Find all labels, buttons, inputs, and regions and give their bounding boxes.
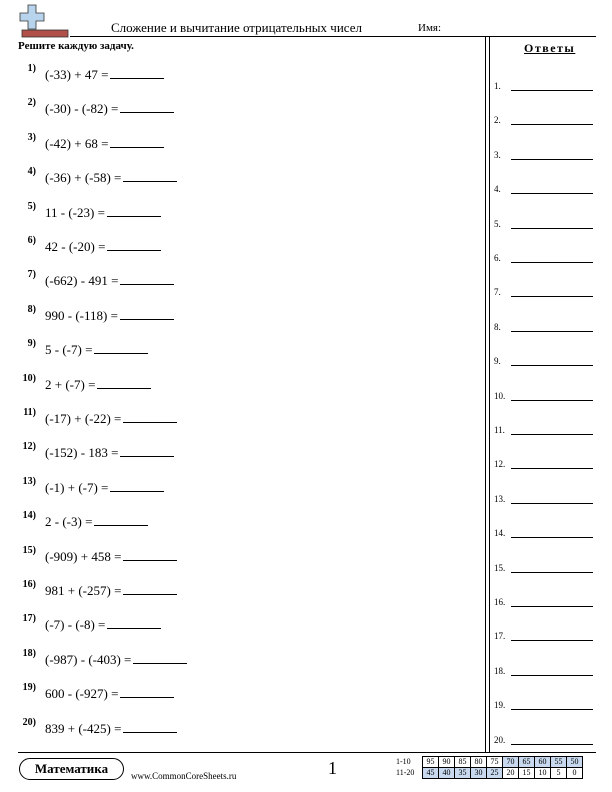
score-row-label: 11-20 <box>396 768 415 777</box>
answer-line[interactable] <box>511 331 593 332</box>
score-cell: 50 <box>567 757 583 768</box>
answer-line[interactable] <box>511 193 593 194</box>
answer-row[interactable] <box>494 217 594 231</box>
problem-answer-blank[interactable] <box>123 720 177 733</box>
answer-row[interactable] <box>494 113 594 127</box>
answer-row[interactable] <box>494 561 594 575</box>
header-rule <box>70 36 596 37</box>
problem-answer-blank[interactable] <box>133 651 187 664</box>
answer-number: 20. <box>494 734 506 745</box>
website-link[interactable]: www.CommonCoreSheets.ru <box>131 771 237 781</box>
answer-row[interactable] <box>494 526 594 540</box>
problem-answer-blank[interactable] <box>107 616 161 629</box>
answer-line[interactable] <box>511 262 593 263</box>
answer-line[interactable] <box>511 537 593 538</box>
problem-answer-blank[interactable] <box>120 307 174 320</box>
answer-row[interactable] <box>494 595 594 609</box>
problem-expression: (-662) - 491 = <box>45 273 119 289</box>
score-cell: 35 <box>455 768 471 779</box>
problem-expression: 600 - (-927) = <box>45 686 119 702</box>
problem-number: 8) <box>27 303 36 315</box>
score-cell: 25 <box>487 768 503 779</box>
answer-line[interactable] <box>511 90 593 91</box>
answer-number: 5. <box>494 218 501 229</box>
problem-answer-blank[interactable] <box>107 204 161 217</box>
problem-expression: (-33) + 47 = <box>45 67 109 82</box>
score-cell: 70 <box>503 757 519 768</box>
answer-row[interactable] <box>494 423 594 437</box>
column-divider <box>485 36 490 752</box>
answers-title: Ответы <box>524 41 576 55</box>
problem-number: 18) <box>22 647 36 659</box>
answer-line[interactable] <box>511 675 593 676</box>
answer-line[interactable] <box>511 709 593 710</box>
answer-number: 8. <box>494 321 501 332</box>
score-cell: 80 <box>471 757 487 768</box>
problem-expression: (-987) - (-403) = <box>45 651 132 667</box>
problem-answer-blank[interactable] <box>120 100 174 113</box>
score-row <box>396 768 583 779</box>
score-cell: 90 <box>439 757 455 768</box>
score-table <box>396 756 583 779</box>
answer-number: 7. <box>494 287 501 298</box>
answer-row[interactable] <box>494 79 594 93</box>
problem-answer-blank[interactable] <box>123 410 177 423</box>
problem-expression: 2 - (-3) = <box>45 514 93 530</box>
instructions: Решите каждую задачу. <box>18 40 134 52</box>
score-cell: 40 <box>439 768 455 779</box>
problem-number: 13) <box>22 475 36 487</box>
score-cell: 10 <box>535 768 551 779</box>
score-row <box>396 757 583 768</box>
score-cell: 30 <box>471 768 487 779</box>
problem-number: 6) <box>27 235 36 246</box>
problem-answer-blank[interactable] <box>107 238 161 251</box>
answer-number: 14. <box>494 528 506 539</box>
problem-number: 17) <box>22 613 36 625</box>
problem-number: 5) <box>27 200 36 212</box>
answer-row[interactable] <box>494 698 594 712</box>
problem-answer-blank[interactable] <box>120 444 174 457</box>
answer-number: 19. <box>494 700 506 711</box>
problem-number: 20) <box>22 716 36 728</box>
problem-answer-blank[interactable] <box>123 582 177 595</box>
answer-line[interactable] <box>511 744 593 745</box>
problem-expression: 11 - (-23) = <box>45 204 105 220</box>
answer-line[interactable] <box>511 503 593 504</box>
answer-number: 4. <box>494 184 501 195</box>
problem-answer-blank[interactable] <box>94 341 148 354</box>
answer-row[interactable] <box>494 354 594 368</box>
problem-expression: (-17) + (-22) = <box>45 411 122 426</box>
answer-number: 6. <box>494 253 501 263</box>
answer-number: 17. <box>494 631 506 642</box>
problem-answer-blank[interactable] <box>110 479 164 492</box>
problem-number: 4) <box>27 166 36 178</box>
answer-row[interactable] <box>494 182 594 196</box>
answer-line[interactable] <box>511 296 593 297</box>
score-cell: 15 <box>519 768 535 779</box>
problem-number: 3) <box>27 131 36 143</box>
problem-expression: (-1) + (-7) = <box>45 479 109 495</box>
problem-answer-blank[interactable] <box>120 685 174 698</box>
name-label: Имя: <box>418 22 442 34</box>
problem-number: 9) <box>27 338 36 350</box>
problem-answer-blank[interactable] <box>110 135 164 148</box>
problem-expression: 981 + (-257) = <box>45 583 122 598</box>
score-cell: 5 <box>551 768 567 779</box>
answer-number: 3. <box>494 149 501 160</box>
answer-number: 13. <box>494 493 506 504</box>
answer-line[interactable] <box>511 400 593 401</box>
problem-number: 15) <box>22 544 36 556</box>
brand-badge: Математика <box>19 758 124 780</box>
answer-line[interactable] <box>511 159 593 160</box>
score-cell: 75 <box>487 757 503 768</box>
problem-expression: 839 + (-425) = <box>45 720 122 736</box>
problem-expression: 5 - (-7) = <box>45 342 93 358</box>
footer-rule <box>18 752 596 753</box>
plus-minus-logo-icon <box>18 4 70 38</box>
problem-answer-blank[interactable] <box>123 548 177 561</box>
score-row-label: 1-10 <box>396 757 411 766</box>
score-cell: 95 <box>423 757 439 768</box>
score-cell: 60 <box>535 757 551 768</box>
answer-row[interactable] <box>494 457 594 471</box>
answer-number: 11. <box>494 425 505 435</box>
answer-row[interactable] <box>494 629 594 643</box>
problem-expression: (-909) + 458 = <box>45 548 122 564</box>
page-number: 1 <box>328 758 337 778</box>
score-cell: 20 <box>503 768 519 779</box>
problem-number: 16) <box>22 579 36 590</box>
problem-number: 12) <box>22 441 36 453</box>
answer-row[interactable] <box>494 492 594 506</box>
answer-row[interactable] <box>494 285 594 299</box>
answer-line[interactable] <box>511 228 593 229</box>
score-cell: 85 <box>455 757 471 768</box>
problem-number: 1) <box>27 63 36 74</box>
answer-number: 15. <box>494 562 506 573</box>
problem-number: 7) <box>27 269 36 281</box>
problem-number: 11) <box>23 407 36 418</box>
page-title: Сложение и вычитание отрицательных чисел <box>111 20 362 35</box>
problem-expression: 42 - (-20) = <box>45 239 106 254</box>
problem-number: 19) <box>22 682 36 694</box>
answer-row[interactable] <box>494 148 594 162</box>
score-cell: 0 <box>567 768 583 779</box>
problem-answer-blank[interactable] <box>123 169 177 182</box>
problem-answer-blank[interactable] <box>94 513 148 526</box>
answer-row[interactable] <box>494 389 594 403</box>
problem-number: 10) <box>22 372 36 384</box>
problem-expression: 990 - (-118) = <box>45 307 118 323</box>
answer-line[interactable] <box>511 365 593 366</box>
answer-number: 2. <box>494 115 501 126</box>
score-cell: 45 <box>423 768 439 779</box>
score-cell: 55 <box>551 757 567 768</box>
answer-row[interactable] <box>494 251 594 265</box>
problem-number: 14) <box>22 510 36 522</box>
answer-number: 16. <box>494 597 506 607</box>
answer-row[interactable] <box>494 320 594 334</box>
answer-line[interactable] <box>511 640 593 641</box>
answer-number: 12. <box>494 459 506 470</box>
answer-line[interactable] <box>511 434 593 435</box>
answer-number: 1. <box>494 81 501 91</box>
answer-number: 9. <box>494 356 501 367</box>
score-cell: 65 <box>519 757 535 768</box>
problem-expression: (-152) - 183 = <box>45 445 119 461</box>
answer-line[interactable] <box>511 572 593 573</box>
answer-number: 18. <box>494 665 506 676</box>
problem-expression: (-42) + 68 = <box>45 135 109 151</box>
problem-expression: (-36) + (-58) = <box>45 170 122 186</box>
answer-line[interactable] <box>511 606 593 607</box>
problem-answer-blank[interactable] <box>97 376 151 389</box>
problem-expression: (-30) - (-82) = <box>45 101 119 117</box>
answer-line[interactable] <box>511 124 593 125</box>
answer-number: 10. <box>494 390 506 401</box>
problem-answer-blank[interactable] <box>110 66 164 79</box>
problem-expression: 2 + (-7) = <box>45 376 96 392</box>
answer-line[interactable] <box>511 468 593 469</box>
answer-row[interactable] <box>494 733 594 747</box>
problem-answer-blank[interactable] <box>120 272 174 285</box>
problem-number: 2) <box>27 97 36 109</box>
problem-expression: (-7) - (-8) = <box>45 617 106 633</box>
answer-row[interactable] <box>494 664 594 678</box>
